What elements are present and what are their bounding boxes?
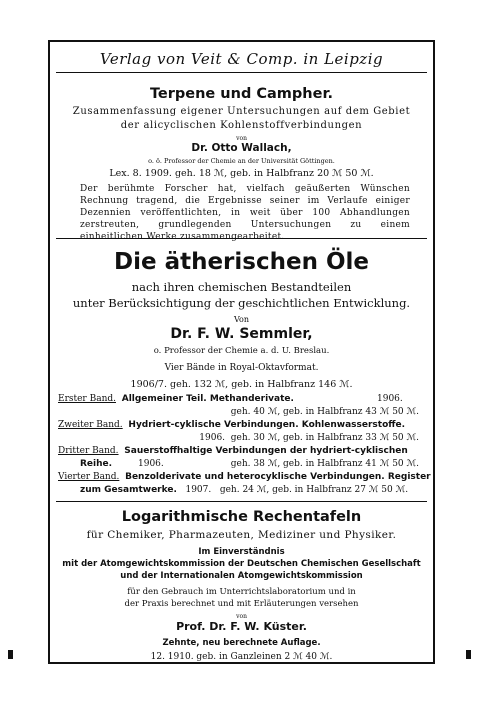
book2-author: Dr. F. W. Semmler, <box>170 326 313 342</box>
volume-2-title: Hydriert-cyklische Verbindungen. Kohlenwasserstoffe. <box>128 420 406 430</box>
volume-4-row <box>58 472 431 482</box>
volume-3-year: 1906. <box>138 459 164 469</box>
volume-2-price: geh. 30 ℳ, geb. in Halbfranz 33 ℳ 50 ℳ. <box>230 433 419 443</box>
divider <box>56 501 427 502</box>
book2-subtitle-2: unter Berücksichtigung der geschichtlichen Entwicklung. <box>72 296 411 310</box>
advertisement-frame <box>48 40 435 664</box>
volume-1-price: geh. 40 ℳ, geb. in Halbfranz 43 ℳ 50 ℳ. <box>230 407 419 417</box>
book1-price: Lex. 8. 1909. geh. 18 ℳ, geb. in Halbfranz 20 ℳ 50 ℳ. <box>109 168 374 179</box>
volume-1-title: Allgemeiner Teil. Methanderivate. <box>121 394 294 404</box>
volume-1-label: Erster Band. <box>58 394 116 404</box>
book2-author-title: o. Professor der Chemie a. d. U. Breslau. <box>153 346 330 356</box>
volume-2-label: Zweiter Band. <box>58 420 123 430</box>
divider <box>56 72 427 73</box>
book3-agreement-2: mit der Atomgewichtskommission der Deutschen Chemischen Gesellschaft <box>62 559 421 569</box>
book1-author-title: o. ö. Professor der Chemie an der Universität Göttingen. <box>148 157 335 165</box>
book1-description: Der berühmte Forscher hat, vielfach geäußerten Wünschen Rechnung tragend, die Ergebnisse seiner im Verlaufe einiger Dezennien veröffentlichten, in weit über 100 Abhandlungen zerstreuten, grundlegenden Untersuchungen zu einem einheitlichen Werke zusammengearbeitet. <box>80 184 410 242</box>
book3-use-1: für den Gebrauch im Unterrichtslaboratorium und in <box>127 587 356 597</box>
book1-subtitle-1: Zusammenfassung eigener Untersuchungen auf dem Gebiet <box>72 106 411 117</box>
publisher-header: Verlag von Veit & Comp. in Leipzig <box>99 50 384 68</box>
book3-agreement-1: Im Einverständnis <box>198 547 285 557</box>
book3-subtitle: für Chemiker, Pharmazeuten, Mediziner und Physiker. <box>86 529 397 541</box>
corner-mark <box>8 650 13 659</box>
volume-3-row <box>58 446 408 456</box>
volume-2-year: 1906. <box>199 433 226 443</box>
corner-mark <box>466 650 471 659</box>
volume-1-year: 1906. <box>377 394 403 404</box>
book3-title: Logarithmische Rechentafeln <box>121 509 362 525</box>
volume-4-label: Vierter Band. <box>58 472 120 482</box>
book1-title: Terpene und Campher. <box>149 86 334 102</box>
volume-3-price: geh. 38 ℳ, geb. in Halbfranz 41 ℳ 50 ℳ. <box>230 459 419 469</box>
book3-use-2: der Praxis berechnet und mit Erläuterungen versehen <box>124 599 359 609</box>
book2-price: 1906/7. geh. 132 ℳ, geb. in Halbfranz 146 ℳ. <box>130 379 353 390</box>
book2-by: Von <box>233 315 249 324</box>
book2-title: Die ätherischen Öle <box>113 249 369 275</box>
volume-2-price-line <box>199 433 419 443</box>
book2-format: Vier Bände in Royal-Oktavformat. <box>164 363 319 373</box>
book1-by: von <box>236 135 247 142</box>
book3-by: von <box>236 613 247 620</box>
volume-3-title: Sauerstoffhaltige Verbindungen der hydriert-cyklischen <box>124 446 408 456</box>
volume-3-label: Dritter Band. <box>58 446 119 456</box>
book3-agreement-3: und der Internationalen Atomgewichtskommission <box>120 571 363 581</box>
volume-4-price-line <box>80 485 408 495</box>
divider <box>56 238 427 239</box>
volume-4-title-continued: zum Gesamtwerke. <box>80 485 177 495</box>
book2-subtitle-1: nach ihren chemischen Bestandteilen <box>131 280 352 294</box>
book1-author: Dr. Otto Wallach, <box>191 142 292 154</box>
volume-4-year: 1907. <box>185 485 212 495</box>
volume-1-row <box>58 394 294 404</box>
volume-3-title-continued: Reihe. <box>80 459 113 469</box>
book3-edition: Zehnte, neu berechnete Auflage. <box>162 638 321 648</box>
volume-2-row <box>58 420 405 430</box>
book3-price: 12. 1910. geb. in Ganzleinen 2 ℳ 40 ℳ. <box>150 652 333 662</box>
book1-subtitle-2: der alicyclischen Kohlenstoffverbindungen <box>120 120 363 131</box>
volume-4-price: geh. 24 ℳ, geb. in Halbfranz 27 ℳ 50 ℳ. <box>219 485 409 495</box>
book3-author: Prof. Dr. F. W. Küster. <box>176 620 307 633</box>
volume-4-title: Benzolderivate und heterocyklische Verbindungen. Register <box>125 472 431 482</box>
